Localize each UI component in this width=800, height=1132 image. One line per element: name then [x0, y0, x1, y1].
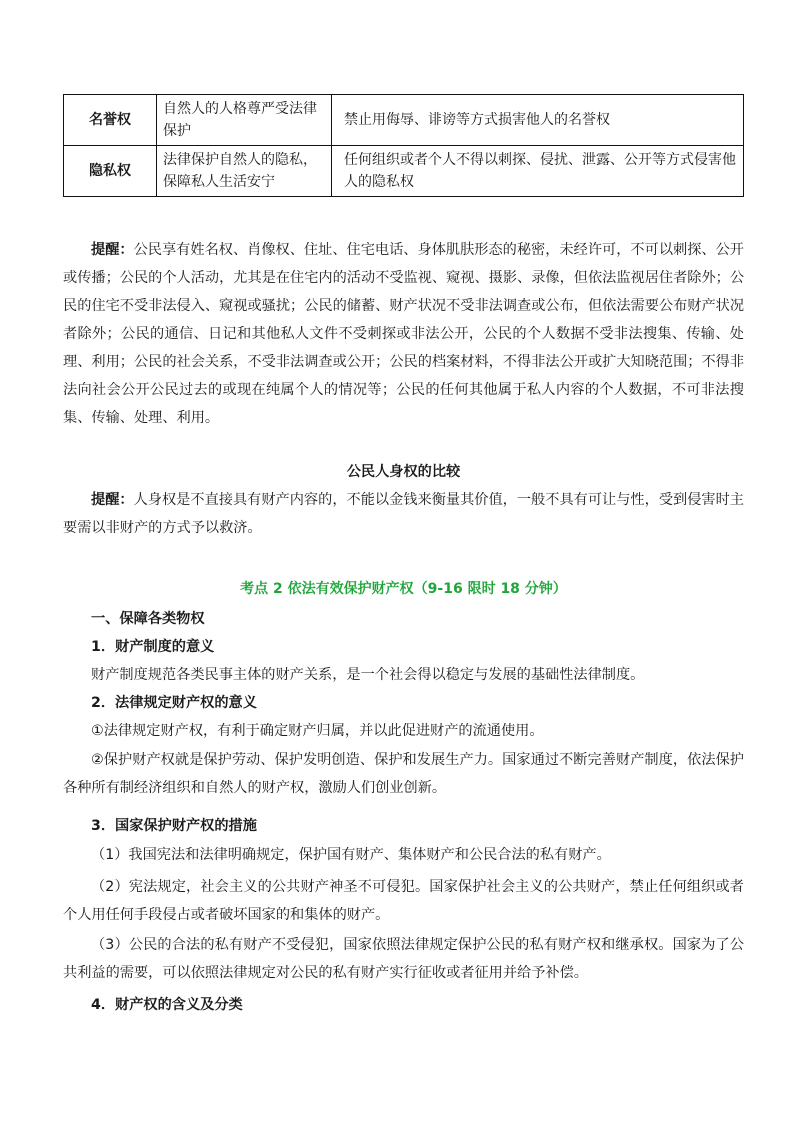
- right-content-cell: [157, 146, 332, 197]
- body-paragraph: ①法律规定财产权，有利于确定财产归属，并以此促进财产的流通使用。: [91, 723, 544, 739]
- right-content-line: 保护: [163, 123, 191, 139]
- reminder-paragraph: [63, 236, 744, 432]
- table-row: [64, 95, 744, 146]
- body-paragraph: （2）宪法规定，社会主义的公共财产神圣不可侵犯。国家保护社会主义的公共财产，禁止任何组织或者个人用任何手段侵占或者破坏国家的和集体的财产。: [63, 879, 744, 923]
- right-protection-line: 人的隐私权: [344, 174, 414, 190]
- section-title: 考点 2 依法有效保护财产权（9-16 限时 18 分钟）: [240, 581, 567, 597]
- body-paragraph: （1）我国宪法和法律明确规定，保护国有财产、集体财产和公民合法的私有财产。: [91, 847, 611, 863]
- table-row: [64, 146, 744, 197]
- right-content-line: 自然人的人格尊严受法律: [163, 101, 317, 117]
- subheading: 3．国家保护财产权的措施: [91, 818, 257, 834]
- reminder-text: 人身权是不直接具有财产内容的，不能以金钱来衡量其价值，一般不具有可让与性，受到侵害时主要需以非财产的方式予以救济。: [63, 492, 744, 536]
- rights-table: [63, 94, 744, 197]
- body-paragraph: （3）公民的合法的私有财产不受侵犯，国家依照法律规定保护公民的私有财产权和继承权。国家为了公共利益的需要，可以依照法律规定对公民的私有财产实行征收或者征用并给予补偿。: [63, 937, 744, 981]
- subheading: 2．法律规定财产权的意义: [91, 695, 257, 711]
- right-content-line: 保障私人生活安宁: [163, 174, 275, 190]
- right-protection-cell: [332, 146, 744, 197]
- right-protection-cell: 禁止用侮辱、诽谤等方式损害他人的名誉权: [332, 95, 744, 146]
- reminder-paragraph: [63, 486, 744, 542]
- body-paragraph: ②保护财产权就是保护劳动、保护发明创造、保护和发展生产力。国家通过不断完善财产制度，依法保护各种所有制经济组织和自然人的财产权，激励人们创业创新。: [63, 752, 744, 796]
- reminder-label: 提醒：: [91, 242, 134, 258]
- reminder-text: 公民享有姓名权、肖像权、住址、住宅电话、身体肌肤形态的秘密，未经许可，不可以刺探、公开或传播；公民的个人活动，尤其是在住宅内的活动不受监视、窥视、摄影、录像，但依法监视居住者除外；公民的住宅不受非法侵入、窥视或骚扰；公民的储蓄、财产状况不受非法调查或公布，但依法需要公布财产状况者除外；公民的通信、日记和其他私人文件不受刺探或非法公开，公民的个人数据不受非法搜集、传输、处理、利用；公民的社会关系，不受非法调查或公开；公民的档案材料，不得非法公开或扩大知晓范围；不得非法向社会公开公民过去的或现在纯属个人的情况等；公民的任何其他属于私人内容的个人数据，不可非法搜集、传输、处理、利用。: [63, 242, 745, 426]
- right-protection-line: 任何组织或者个人不得以刺探、侵扰、泄露、公开等方式侵害他: [344, 152, 736, 168]
- right-name-cell: 隐私权: [64, 146, 157, 197]
- reminder-label: 提醒：: [91, 492, 134, 508]
- right-content-line: 法律保护自然人的隐私，: [163, 152, 317, 168]
- part-heading: 一、保障各类物权: [91, 611, 205, 627]
- right-content-cell: [157, 95, 332, 146]
- subheading: 1．财产制度的意义: [91, 639, 215, 655]
- subheading: 4．财产权的含义及分类: [91, 997, 243, 1013]
- body-paragraph: 财产制度规范各类民事主体的财产关系，是一个社会得以稳定与发展的基础性法律制度。: [91, 667, 645, 683]
- right-name-cell: 名誉权: [64, 95, 157, 146]
- comparison-title: 公民人身权的比较: [346, 464, 461, 480]
